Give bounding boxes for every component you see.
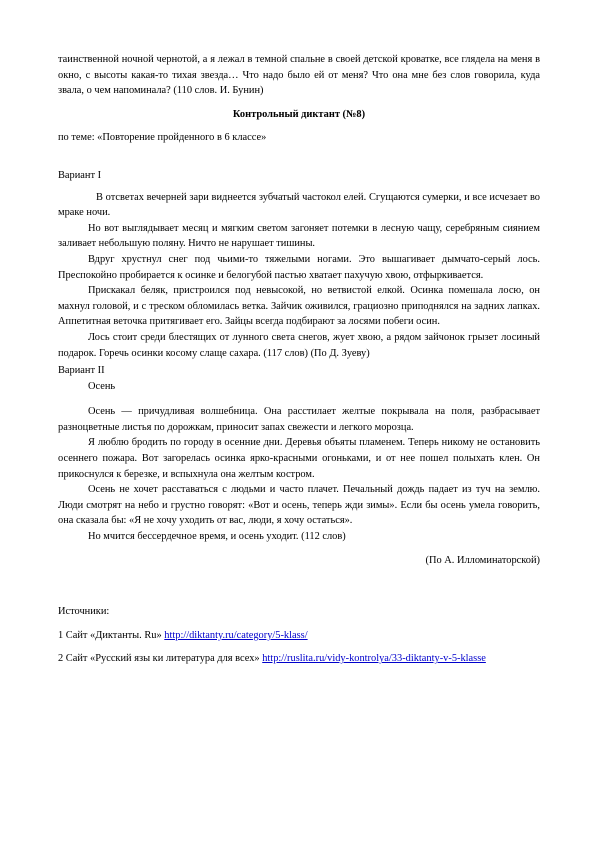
variant1-paragraph: Лось стоит среди блестящих от лунного света снегов, жует хвою, а рядом зайчонок грызет лосиный подарок. Горечь осинки косому слаще сахара. (117 слов) (По Д. Зуеву): [58, 331, 540, 359]
variant1-paragraph: В отсветах вечерней зари виднеется зубчатый частокол елей. Сгущаются сумерки, и все исчезает во мраке ночи.: [58, 191, 540, 219]
variant2-label: Вариант II: [58, 365, 105, 377]
variant2-heading: Осень: [88, 380, 116, 392]
variant1-paragraph: Но вот выглядывает месяц и мягким светом загоняет потемки в лесную чащу, серебряным сиянием заливает небольшую поляну. Ничто не нарушает тишины.: [58, 222, 540, 250]
variant1-paragraph: Вдруг хрустнул снег под чьими-то тяжелыми ногами. Это вышагивает дымчато-серый лось. Преспокойно пробирается к осинке и белогубой пастью хватает пахучую хвою, отфыркивается.: [58, 253, 540, 281]
variant2-author: (По А. Илломинаторской): [425, 554, 540, 566]
variant1-paragraph: Прискакал беляк, пристроился под невысокой, но ветвистой елкой. Осинка помешала лосю, он махнул головой, и с треском обломилась ветка. Зайчик оживился, грациозно приподнялся на задних лапках. Аппетитная веточка притягивает его. Зайцы всегда подбирают за лосями побеги осин.: [58, 285, 540, 328]
variant1-label: Вариант I: [58, 169, 102, 181]
document-page: [58, 52, 540, 667]
source-item-2-prefix: 2 Сайт «Русский язы ки литература для всех»: [58, 653, 260, 665]
variant2-paragraph: Осень — причудливая волшебница. Она расстилает желтые покрывала на поля, разбрасывает разноцветные листья по дорожкам, приносит запах свежести и легкого морозца.: [58, 406, 540, 433]
sources-label: Источники:: [58, 606, 110, 618]
variant2-paragraph: Я люблю бродить по городу в осенние дни. Деревья объяты пламенем. Теперь никому не остановить осеннего пожара. Вот загорелась осинка ярко-красными огоньками, и от нее пошел полыхать клен. Он прикоснулся к березке, и вспыхнула она желтым костром.: [58, 437, 540, 480]
source-item-1-prefix: 1 Сайт «Диктанты. Ru»: [58, 629, 162, 641]
dictation-subtitle: по теме: «Повторение пройденного в 6 классе»: [58, 132, 267, 144]
source-item-1: [58, 628, 540, 644]
variant2-paragraph: Но мчится бессердечное время, и осень уходит. (112 слов): [88, 531, 346, 543]
intro-text: таинственной ночной чернотой, а я лежал в темной спальне в своей детской кроватке, все глядела на меня в окно, с высоты какая-то тихая звезда… Что надо было ей от меня? Что она мне без слов говорила, куда звала, о чем напоминала? (110 слов. И. Бунин): [58, 54, 540, 97]
source-link-1[interactable]: http://diktanty.ru/category/5-klass/: [164, 629, 308, 641]
variant2-paragraph: Осень не хочет расставаться с людьми и часто плачет. Печальный дождь падает из туч на землю. Люди смотрят на небо и грустно говорят: «Вот и осень, теперь жди зимы». Если бы осень умела говорить, она сказала бы: «Я не хочу уходить от вас, люди, я хочу остаться».: [58, 484, 540, 527]
source-link-2[interactable]: http://ruslita.ru/vidy-kontrolya/33-diktanty-v-5-klasse: [262, 653, 486, 665]
source-item-2: [58, 651, 540, 667]
dictation-title: Контрольный диктант (№8): [232, 108, 366, 120]
